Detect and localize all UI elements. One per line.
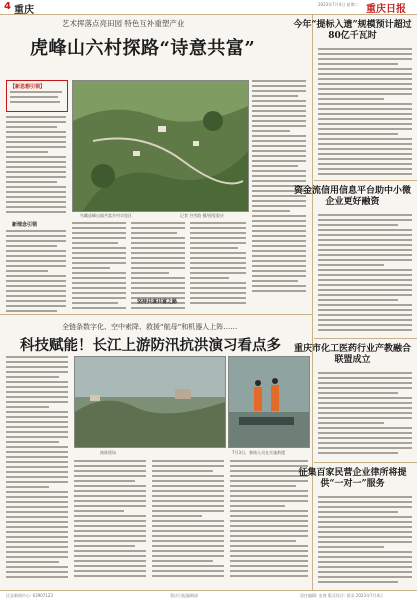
bottom-col-a [74, 460, 146, 580]
right-story-1-text [318, 48, 412, 178]
bottom-photo-2 [228, 356, 310, 448]
right-story-4-text [318, 496, 412, 586]
feature-photo-caption: 鸟瞰虎峰山镇共富乡村实验区 [80, 213, 132, 218]
bottom-headline: 科技赋能！长江上游防汛抗洪演习看点多 [20, 337, 281, 354]
center-subhead-1: 坚持共谋共富之路 [137, 299, 178, 305]
feature-kicker: 艺术挥落点亮田园 特色互补重塑产业 [62, 19, 185, 28]
right-story-2-text [318, 214, 412, 334]
bottom-col-b [152, 460, 224, 580]
bottom-left-col [6, 356, 68, 581]
bottom-photo-1 [74, 356, 226, 448]
feature-byline: 记者 谷雪韵 摄/视觉重庆 [180, 213, 224, 218]
section-name: 重庆 [14, 5, 34, 16]
dateline: 2023年7月4日 星期二 [318, 2, 359, 7]
masthead: 重庆日报 [366, 4, 406, 15]
right-story-3-text [318, 372, 412, 457]
right-story-2-title: 资金流信用信息平台助中小微企业更好融资 [293, 186, 411, 207]
page-header [0, 0, 417, 15]
right-story-3-title: 重庆市化工医药行业产教融合联盟成立 [293, 344, 411, 365]
bottom-photo-1-caption: 演练现场 [100, 450, 116, 455]
left-column-text-2 [6, 230, 66, 315]
left-box-label: 【新思想引领】 [10, 84, 46, 90]
bottom-kicker: 全链条数字化、空中索降、救援“航母”和机器人上阵…… [62, 323, 238, 331]
feature-photo [72, 80, 249, 212]
left-subhead-1: 新理念引领 [12, 222, 38, 228]
footer-left: 区县新闻中心: 63907123 [6, 593, 53, 598]
page-footer [0, 590, 417, 601]
left-column-text [6, 116, 66, 216]
feature-headline: 虎峰山六村探路“诗意共富” [30, 38, 256, 59]
center-column-a [72, 222, 126, 312]
footer-center: 重庆日报编辑部 [170, 593, 198, 598]
bottom-photo-2-caption: 7月3日，参演人员在实施救援 [232, 450, 286, 455]
center-column-c [190, 222, 246, 307]
footer-right: 责任编辑: 史春 版式设计: 晏羽 2023年7月4日 [300, 593, 384, 598]
page-number: 4 [4, 1, 11, 12]
right-story-4-title: 征集百家民营企业律所将提供“一对一”服务 [298, 468, 407, 489]
right-story-1-title: 今年“提标入遗”规模预计超过80亿千瓦时 [293, 20, 412, 41]
left-box [6, 80, 68, 112]
